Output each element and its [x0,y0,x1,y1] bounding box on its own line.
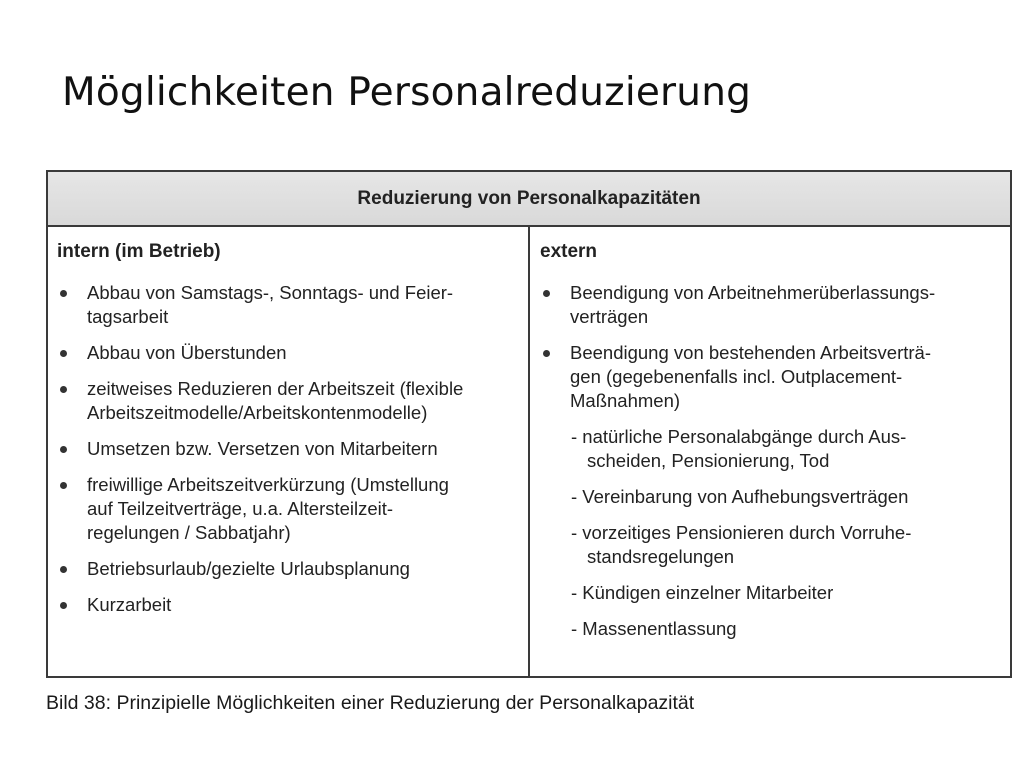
bullet-icon [60,446,67,453]
bullet-icon [60,482,67,489]
bullet-icon [60,290,67,297]
list-item-text: Kurzarbeit [87,594,172,615]
list-item [57,281,520,329]
bullet-icon [543,290,550,297]
list-item-text: Beendigung von Arbeitnehmerüberlassungs- verträgen [570,282,936,327]
list-item [57,341,520,365]
sub-list-item: - vorzeitiges Pensionieren durch Vorruhe- standsregelungen [571,522,912,567]
bullet-icon [60,602,67,609]
extern-column [530,227,1010,676]
bullet-icon [60,350,67,357]
table-columns [48,227,1010,676]
list-item [540,281,1002,329]
list-item [57,437,520,461]
list-item-text: Beendigung von bestehenden Arbeitsverträ- gen (gegebenenfalls incl. Outplacement- Maßnahmen) [570,342,932,411]
slide-title: Möglichkeiten Personalreduzierung [62,70,752,115]
sub-list-item: - Massenentlassung [571,618,737,639]
table-header: Reduzierung von Personalkapazitäten [48,172,1010,227]
list-item-text: Betriebsurlaub/gezielte Urlaubsplanung [87,558,410,579]
list-item-text: freiwillige Arbeitszeitverkürzung (Umstellung auf Teilzeitverträge, u.a. Altersteilzeit- regelungen / Sabbatjahr) [87,474,449,543]
reduction-table [46,170,1012,678]
extern-sublist [570,425,1002,641]
intern-heading: intern (im Betrieb) [57,241,221,262]
bullet-icon [60,386,67,393]
extern-list [540,281,1002,641]
list-item-text: Umsetzen bzw. Versetzen von Mitarbeitern [87,438,438,459]
sub-list-item: - natürliche Personalabgänge durch Aus- scheiden, Pensionierung, Tod [571,426,907,471]
list-item-text: Abbau von Überstunden [87,342,287,363]
list-item-text: Abbau von Samstags-, Sonntags- und Feier- tagsarbeit [87,282,454,327]
list-item [57,377,520,425]
intern-list [57,281,520,617]
bullet-icon [543,350,550,357]
sub-list-item: - Kündigen einzelner Mitarbeiter [571,582,834,603]
list-item [57,593,520,617]
list-item [57,557,520,581]
list-item-text: zeitweises Reduzieren der Arbeitszeit (flexible Arbeitszeitmodelle/Arbeitskontenmodelle) [87,378,464,423]
bullet-icon [60,566,67,573]
intern-column [48,227,530,676]
extern-heading: extern [540,241,598,262]
figure-caption: Bild 38: Prinzipielle Möglichkeiten einer Reduzierung der Personalkapazität [46,692,695,714]
list-item [57,473,520,545]
list-item [540,341,1002,641]
sub-list-item: - Vereinbarung von Aufhebungsverträgen [571,486,909,507]
